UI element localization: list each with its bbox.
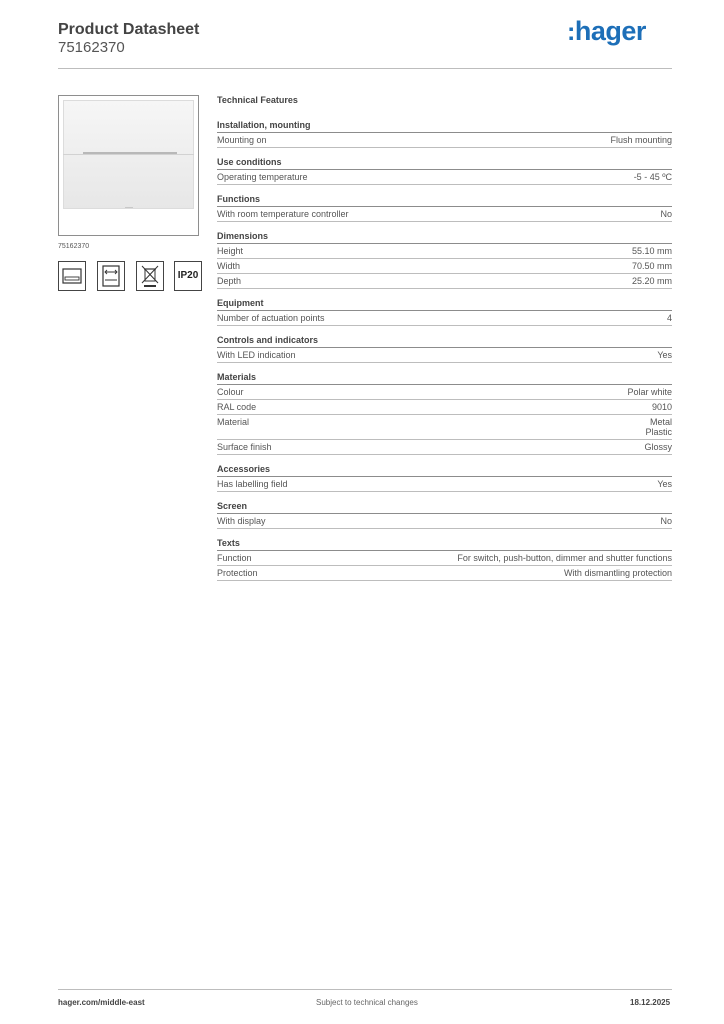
- feature-label: Operating temperature: [217, 172, 308, 182]
- feature-value: 9010: [651, 402, 672, 412]
- feature-section: [217, 194, 672, 222]
- weee-disposal-icon: [136, 261, 164, 291]
- feature-value: Polar white: [627, 387, 672, 397]
- section-heading: Use conditions: [217, 157, 672, 170]
- section-heading: Controls and indicators: [217, 335, 672, 348]
- feature-row: [217, 133, 672, 148]
- section-heading: Screen: [217, 501, 672, 514]
- feature-value: With dismantling protection: [563, 568, 672, 578]
- feature-row: [217, 400, 672, 415]
- section-heading: Installation, mounting: [217, 120, 672, 133]
- feature-section: [217, 120, 672, 148]
- footer-date: 18.12.2025: [630, 998, 671, 1007]
- feature-row: [217, 440, 672, 455]
- feature-label: RAL code: [217, 402, 257, 412]
- feature-value: For switch, push-button, dimmer and shutter functions: [457, 553, 672, 563]
- feature-row: [217, 514, 672, 529]
- feature-label: Width: [217, 261, 241, 271]
- header-divider: [58, 68, 672, 69]
- footer-notice: Subject to technical changes: [316, 998, 418, 1007]
- feature-section: [217, 372, 672, 455]
- feature-section: [217, 231, 672, 289]
- feature-row: [217, 259, 672, 274]
- feature-label: Mounting on: [217, 135, 267, 145]
- feature-label: Has labelling field: [217, 479, 288, 489]
- footer-website: hager.com/middle-east: [58, 998, 145, 1007]
- feature-label: With display: [217, 516, 266, 526]
- feature-value: Flush mounting: [610, 135, 672, 145]
- feature-label: With LED indication: [217, 350, 296, 360]
- feature-row: [217, 207, 672, 222]
- feature-row: [217, 477, 672, 492]
- feature-label: Function: [217, 553, 252, 563]
- feature-label: Surface finish: [217, 442, 272, 452]
- feature-value: No: [660, 516, 672, 526]
- product-image: [58, 95, 199, 236]
- feature-value: Glossy: [644, 442, 672, 452]
- feature-value: Yes: [657, 479, 672, 489]
- feature-label: With room temperature controller: [217, 209, 349, 219]
- flush-mount-icon: [58, 261, 86, 291]
- feature-label: Height: [217, 246, 244, 256]
- feature-row: [217, 244, 672, 259]
- feature-value: No: [660, 209, 672, 219]
- feature-value: Metal Plastic: [645, 417, 672, 437]
- feature-section: [217, 538, 672, 581]
- feature-value: 25.20 mm: [631, 276, 672, 286]
- feature-value: 4: [666, 313, 672, 323]
- footer-divider: [58, 989, 672, 990]
- feature-value: 70.50 mm: [631, 261, 672, 271]
- feature-row: [217, 566, 672, 581]
- feature-row: [217, 551, 672, 566]
- feature-row: [217, 415, 672, 440]
- hager-logo: :hager: [567, 16, 646, 46]
- page-title: Product Datasheet: [58, 21, 200, 38]
- product-code: 75162370: [58, 39, 125, 56]
- feature-label: Number of actuation points: [217, 313, 325, 323]
- feature-label: Material: [217, 417, 250, 427]
- logo-text: hager: [574, 16, 646, 46]
- product-image-caption: 75162370: [58, 243, 90, 250]
- feature-row: [217, 385, 672, 400]
- feature-row: [217, 348, 672, 363]
- feature-section: [217, 464, 672, 492]
- feature-label: Protection: [217, 568, 258, 578]
- feature-row: [217, 311, 672, 326]
- feature-section: [217, 335, 672, 363]
- technical-features: [217, 95, 672, 590]
- feature-section: [217, 501, 672, 529]
- section-heading: Dimensions: [217, 231, 672, 244]
- section-heading: Materials: [217, 372, 672, 385]
- section-heading: Texts: [217, 538, 672, 551]
- feature-section: [217, 298, 672, 326]
- feature-label: Depth: [217, 276, 242, 286]
- dimension-icon: [97, 261, 125, 291]
- section-heading: Equipment: [217, 298, 672, 311]
- feature-row: [217, 170, 672, 185]
- feature-section: [217, 157, 672, 185]
- ip20-badge: IP20: [174, 261, 202, 291]
- feature-value: 55.10 mm: [631, 246, 672, 256]
- feature-value: Yes: [657, 350, 672, 360]
- feature-label: Colour: [217, 387, 244, 397]
- section-heading: Functions: [217, 194, 672, 207]
- section-heading: Accessories: [217, 464, 672, 477]
- feature-row: [217, 274, 672, 289]
- technical-features-title: Technical Features: [217, 95, 298, 105]
- feature-value: -5 - 45 ºC: [633, 172, 672, 182]
